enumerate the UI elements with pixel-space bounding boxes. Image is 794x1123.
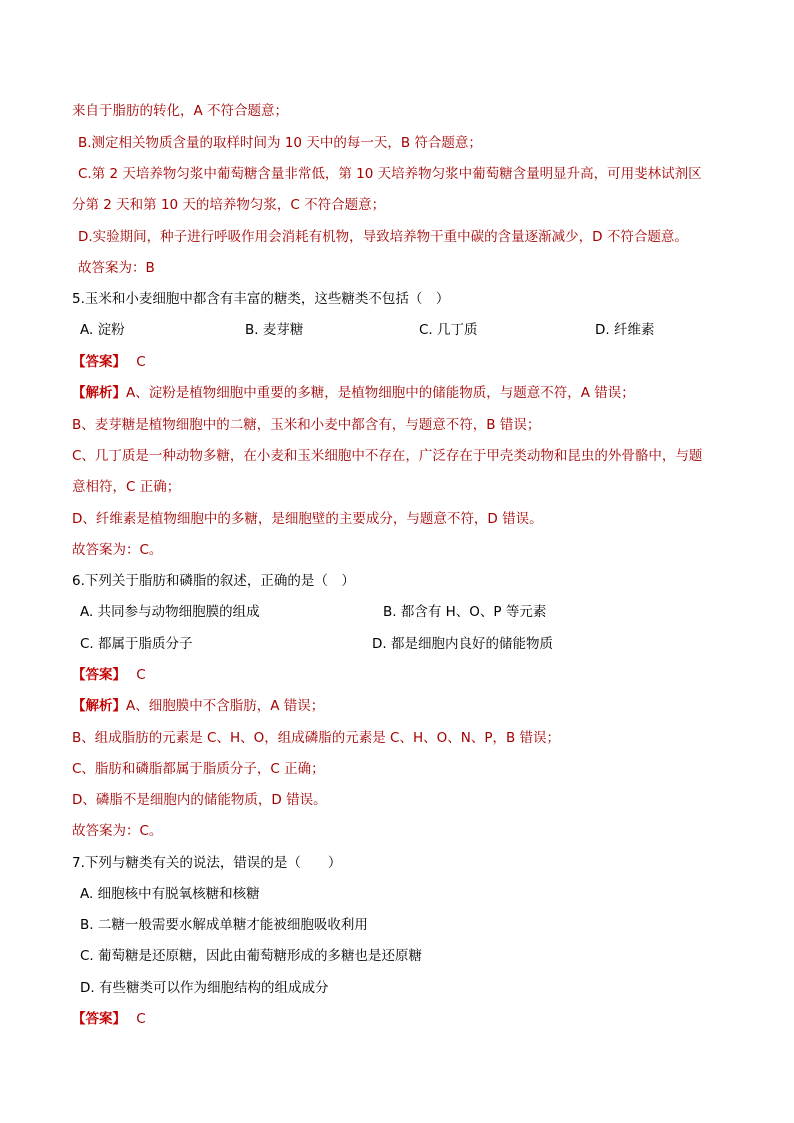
q6-option-d: D. 都是细胞内良好的储能物质 (372, 636, 553, 652)
q4-final-answer: 故答案为：B (78, 260, 155, 276)
q5-answer-row (72, 352, 146, 372)
q5-analysis-row1 (72, 383, 635, 403)
q6-analysis-line1: A、细胞膜中不含脂肪，A 错误； (126, 698, 325, 714)
q7-answer-row (72, 1009, 146, 1029)
q5-option-b: B. 麦芽糖 (245, 322, 304, 338)
q5-option-c: C. 几丁质 (419, 322, 478, 338)
q5-answer-tag: 【答案】 (72, 354, 126, 370)
q5-analysis-line2: B、麦芽糖是植物细胞中的二糖，玉米和小麦中都含有，与题意不符，B 错误； (72, 417, 541, 433)
q5-stem: 5.玉米和小麦细胞中都含有丰富的糖类，这些糖类不包括（ ） (72, 291, 450, 307)
q5-analysis-line5: D、纤维素是植物细胞中的多糖，是细胞壁的主要成分，与题意不符，D 错误。 (72, 511, 543, 527)
q6-option-b: B. 都含有 H、O、P 等元素 (383, 604, 547, 620)
q5-option-a: A. 淀粉 (80, 322, 125, 338)
q6-analysis-row1 (72, 696, 324, 716)
q6-analysis-line4: D、磷脂不是细胞内的储能物质，D 错误。 (72, 792, 327, 808)
q7-answer-value: C (136, 1011, 146, 1027)
q5-answer-value: C (136, 354, 146, 370)
q7-stem: 7.下列与糖类有关的说法，错误的是（ ） (72, 855, 342, 871)
q4-analysis-line5: D.实验期间，种子进行呼吸作用会消耗有机物，导致培养物干重中碳的含量逐渐减少，D 不符合题意。 (78, 229, 688, 245)
q6-analysis-line3: C、脂肪和磷脂都属于脂质分子，C 正确； (72, 761, 325, 777)
q5-option-d: D. 纤维素 (595, 322, 655, 338)
q6-answer-row (72, 665, 146, 685)
q5-analysis-line3: C、几丁质是一种动物多糖，在小麦和玉米细胞中不存在，广泛存在于甲壳类动物和昆虫的外骨骼中，与题 (72, 448, 703, 464)
q7-option-c: C. 葡萄糖是还原糖，因此由葡萄糖形成的多糖也是还原糖 (80, 948, 423, 964)
q6-analysis-tag: 【解析】 (72, 698, 126, 714)
q7-option-a: A. 细胞核中有脱氧核糖和核糖 (80, 886, 260, 902)
q4-analysis-line4: 分第 2 天和第 10 天的培养物匀浆，C 不符合题意； (72, 197, 386, 213)
q5-analysis-line1: A、淀粉是植物细胞中重要的多糖，是植物细胞中的储能物质，与题意不符，A 错误； (126, 385, 635, 401)
q6-option-c: C. 都属于脂质分子 (80, 636, 193, 652)
q4-analysis-line3: C.第 2 天培养物匀浆中葡萄糖含量非常低，第 10 天培养物匀浆中葡萄糖含量明显升高，可用斐林试剂区 (78, 166, 702, 182)
q4-analysis-line2: B.测定相关物质含量的取样时间为 10 天中的每一天，B 符合题意； (78, 135, 482, 151)
q6-answer-tag: 【答案】 (72, 667, 126, 683)
q6-answer-value: C (136, 667, 146, 683)
q4-analysis-line1: 来自于脂肪的转化，A 不符合题意； (72, 103, 289, 119)
q5-analysis-tag: 【解析】 (72, 385, 126, 401)
q5-final-answer: 故答案为：C。 (72, 542, 163, 558)
q6-analysis-line2: B、组成脂肪的元素是 C、H、O，组成磷脂的元素是 C、H、O、N、P，B 错误； (72, 730, 561, 746)
q7-answer-tag: 【答案】 (72, 1011, 126, 1027)
q5-analysis-line4: 意相符，C 正确； (72, 479, 181, 495)
q6-final-answer: 故答案为：C。 (72, 823, 163, 839)
q6-stem: 6.下列关于脂肪和磷脂的叙述，正确的是（ ） (72, 573, 355, 589)
q6-option-a: A. 共同参与动物细胞膜的组成 (80, 604, 260, 620)
q7-option-b: B. 二糖一般需要水解成单糖才能被细胞吸收利用 (80, 917, 368, 933)
q7-option-d: D. 有些糖类可以作为细胞结构的组成成分 (80, 980, 329, 996)
